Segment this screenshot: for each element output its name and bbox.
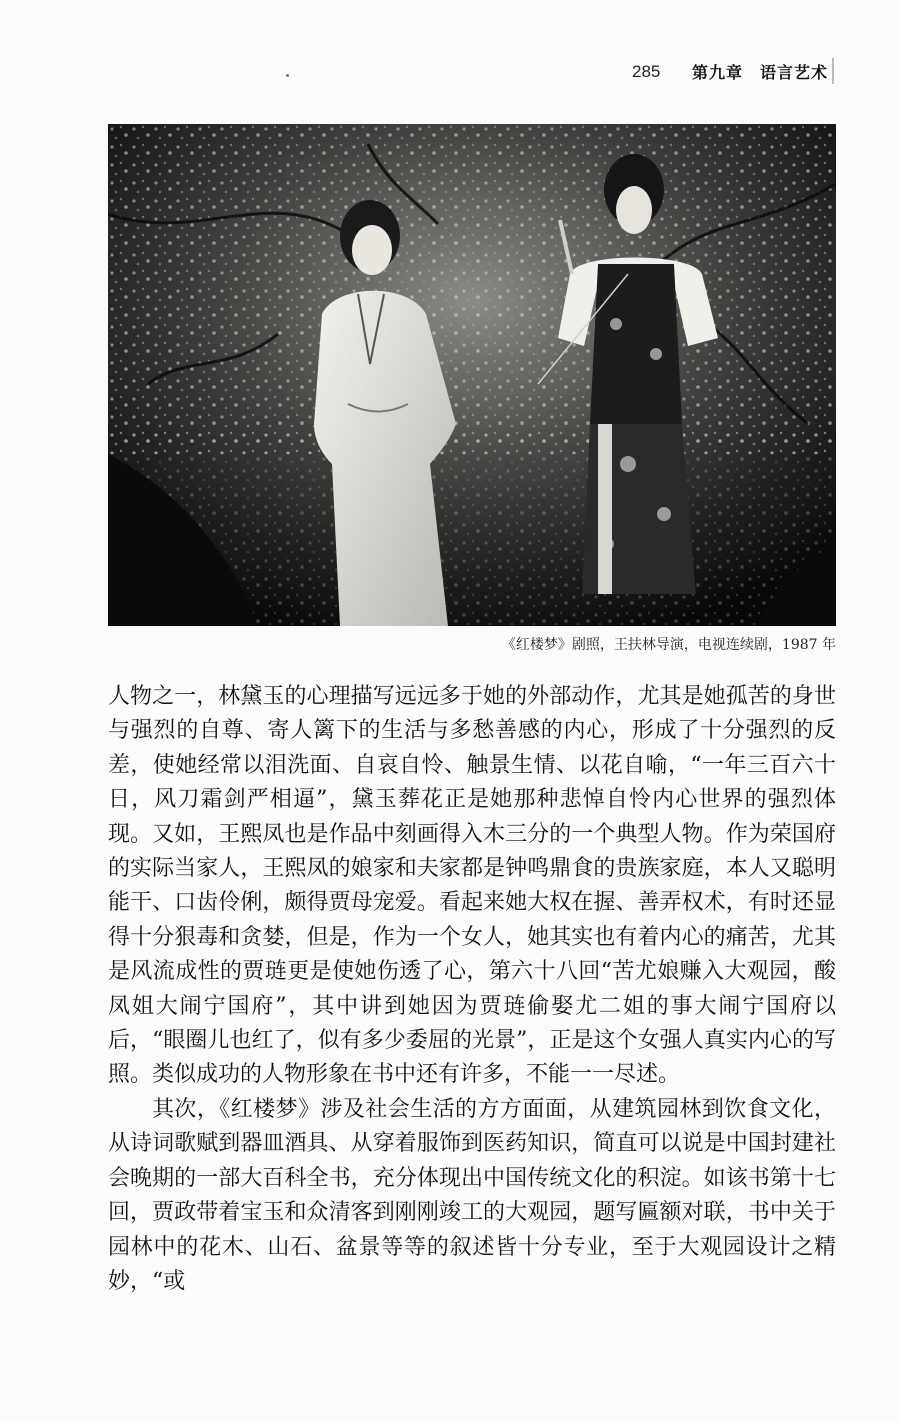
body-text xyxy=(108,680,836,1299)
header-dot xyxy=(286,74,289,77)
page-number: 285 xyxy=(632,62,661,81)
photo-caption: 《红楼梦》剧照，王扶林导演，电视连续剧，1987 年 xyxy=(501,637,836,653)
chapter-title: 第九章 语言艺术 xyxy=(692,63,829,82)
paragraph-2: 其次，《红楼梦》涉及社会生活的方方面面，从建筑园林到饮食文化，从诗词歌赋到器皿酒具、从穿着服饰到医药知识，简直可以说是中国封建社会晚期的一部大百科全书，充分体现出中国传统文化的积淀。如该书第十七回，贾政带着宝玉和众清客到刚刚竣工的大观园，题写匾额对联，书中关于园林中的花木、山石、盆景等等的叙述皆十分专业，至于大观园设计之精妙，“或 xyxy=(108,1096,836,1294)
photo-illustration xyxy=(108,124,836,626)
drama-still-photo xyxy=(108,124,836,626)
page-header xyxy=(0,56,900,92)
page-edge-mark xyxy=(832,58,834,84)
paragraph-1: 人物之一，林黛玉的心理描写远远多于她的外部动作，尤其是她孤苦的身世与强烈的自尊、寄人篱下的生活与多愁善感的内心，形成了十分强烈的反差，使她经常以泪洗面、自哀自怜、触景生情、以花自喻，“一年三百六十日，风刀霜剑严相逼”，黛玉葬花正是她那种悲悼自怜内心世界的强烈体现。又如，王熙凤也是作品中刻画得入木三分的一个典型人物。作为荣国府的实际当家人，王熙凤的娘家和夫家都是钟鸣鼎食的贵族家庭，本人又聪明能干、口齿伶俐，颇得贾母宠爱。看起来她大权在握、善弄权术，有时还显得十分狠毒和贪婪，但是，作为一个女人，她其实也有着内心的痛苦，尤其是风流成性的贾琏更是使她伤透了心，第六十八回“苦尤娘赚入大观园，酸凤姐大闹宁国府”，其中讲到她因为贾琏偷娶尤二姐的事大闹宁国府以后，“眼圈儿也红了，似有多少委屈的光景”，正是这个女强人真实内心的写照。类似成功的人物形象在书中还有许多，不能一一尽述。 xyxy=(108,684,836,1088)
